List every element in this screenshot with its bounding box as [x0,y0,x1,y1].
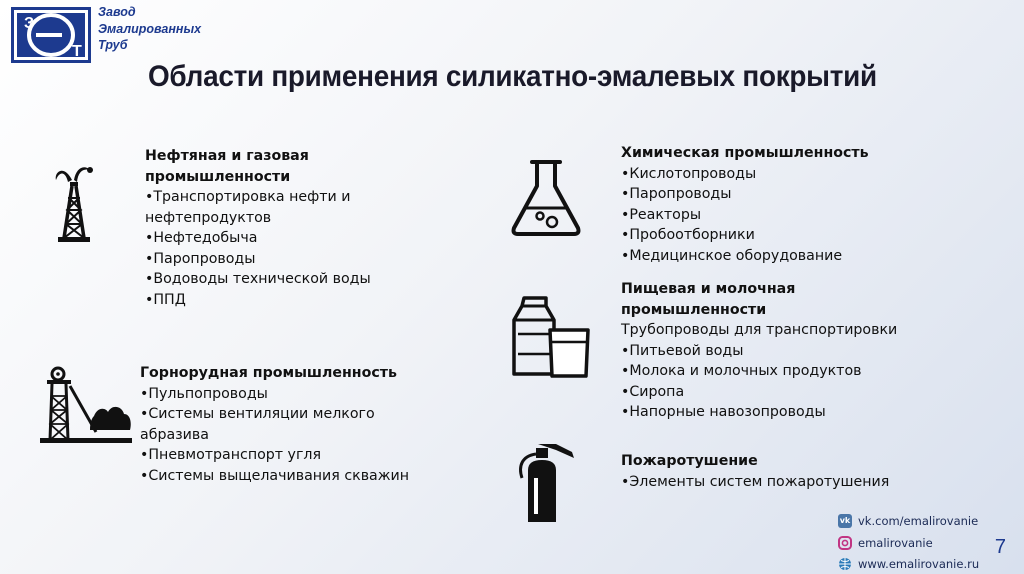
list-item: •Питьевой воды [621,342,744,359]
list-item: •Системы выщелачивания скважин [140,467,410,484]
list-item: •Молока и молочных продуктов [621,363,862,379]
section-firefighting [621,451,889,492]
list-item: •Нефтедобыча [145,230,258,246]
company-logo [10,6,92,64]
vk-icon: vk [838,514,852,528]
section-heading: Горнорудная промышленность [140,365,397,381]
oil-derrick-icon [50,158,96,244]
list-item: нефтепродуктов [145,209,272,226]
section-heading: промышленности [145,168,291,185]
company-name-line: Завод [98,5,136,19]
milk-carton-icon [508,294,592,380]
list-item: •Сиропа [621,383,685,400]
list-item: •Пульпопроводы [140,385,268,402]
mining-headframe-icon [38,366,134,446]
fire-extinguisher-icon [512,438,580,526]
section-heading: Химическая промышленность [621,145,869,161]
list-item: Трубопроводы для транспортировки [621,322,898,338]
website-link-text: www.emalirovanie.ru [858,557,980,571]
slide-title: Области применения силикатно-эмалевых покрытий [148,60,877,93]
page-number: 7 [994,536,1006,558]
section-mining [140,363,409,486]
vk-link-text: vk.com/emalirovanie [858,514,979,528]
list-item: •Пневмотранспорт угля [140,447,322,463]
company-name [98,4,201,54]
list-item: •Водоводы технической воды [145,271,371,287]
list-item: •Медицинское оборудование [621,247,843,264]
instagram-link[interactable] [838,536,933,550]
instagram-link-text: emalirovanie [858,536,933,550]
list-item: •ППД [145,291,186,308]
list-item: •Паропроводы [145,250,256,267]
list-item: •Кислотопроводы [621,165,757,182]
list-item: •Транспортировка нефти и [145,189,351,205]
section-oil-gas [145,146,371,310]
logo-letter-z: З [24,15,35,32]
globe-icon [838,557,852,571]
company-name-line: Труб [98,38,128,52]
list-item: •Паропроводы [621,186,732,202]
section-heading: промышленности [621,301,767,318]
lab-flask-icon [508,158,584,238]
section-chemical [621,143,869,266]
list-item: •Реакторы [621,206,702,223]
logo-letter-t: Т [72,43,82,60]
company-name-line: Эмалированных [98,21,202,36]
list-item: •Пробоотборники [621,227,755,243]
list-item: •Напорные навозопроводы [621,404,826,420]
section-heading: Пищевая и молочная [621,281,796,297]
website-link[interactable] [838,557,979,571]
list-item: абразива [140,426,209,443]
list-item: •Системы вентиляции мелкого [140,406,375,422]
vk-link[interactable] [838,514,978,528]
section-food-dairy [621,279,897,423]
section-heading: Нефтяная и газовая [145,148,309,164]
list-item: •Элементы систем пожаротушения [621,473,890,490]
section-heading: Пожаротушение [621,453,758,469]
instagram-icon [838,536,852,550]
